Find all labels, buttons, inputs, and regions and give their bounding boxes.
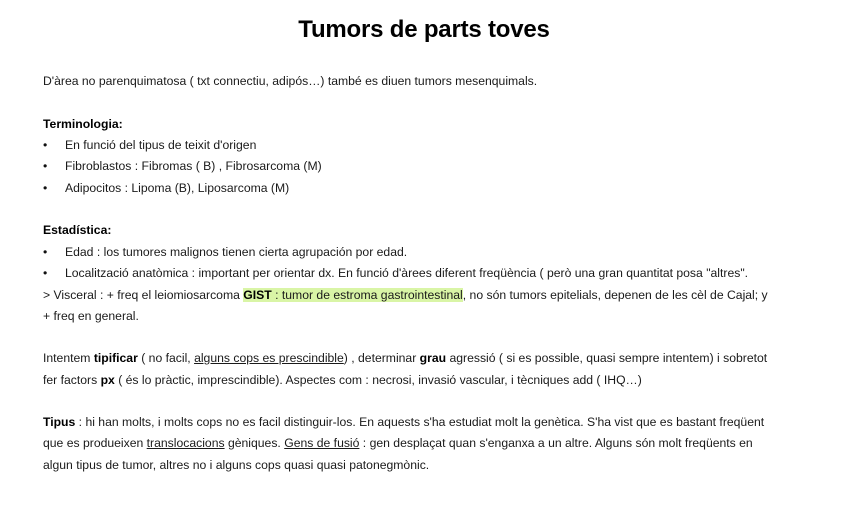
statistics-item: Edad : los tumores malignos tienen cierta agrupación por edad. [65,245,408,259]
terminology-item: En funció del tipus de teixit d'origen [65,138,257,152]
gist-description: : tumor de estroma gastrointestinal [271,288,463,302]
tipificar-line-2 [43,372,642,388]
visceral-suffix: , no són tumors epitelials, depenen de les cèl de Cajal; y [462,288,768,302]
visceral-line [43,287,768,303]
tipus-term: Tipus [43,415,76,429]
text-run: gèniques. [224,436,285,450]
bullet-icon: • [43,181,48,195]
gist-term: GIST [243,288,272,302]
gist-highlight [243,288,462,302]
visceral-prefix: > Visceral : + freq el leiomiosarcoma [43,288,244,302]
text-run: : hi han molts, i molts cops no es facil distinguir-los. En aquests s'ha estudiat molt la genètica. S'ha vist que es bastant freqüent [75,415,765,429]
translocacions-term: translocacions [146,436,225,450]
page-title: Tumors de parts toves [298,16,550,43]
bullet-icon: • [43,266,48,280]
statistics-heading: Estadística: [43,223,112,237]
terminology-item: Fibroblastos : Fibromas ( B) , Fibrosarcoma (M) [65,159,322,173]
bullet-icon: • [43,159,48,173]
text-run: : gen desplaçat quan s'enganxa a un altre. Alguns són molt freqüents en [359,436,753,450]
tipificar-line-1 [43,350,767,366]
underlined-note: alguns cops es prescindible [194,351,344,365]
terminology-item: Adipocitos : Lipoma (B), Liposarcoma (M) [65,181,290,195]
text-run: agressió ( si es possible, quasi sempre intentem) i sobretot [446,351,768,365]
tipus-line-3: algun tipus de tumor, altres no i alguns cops quasi quasi patonegmònic. [43,458,430,472]
terminology-heading: Terminologia: [43,117,123,131]
tipificar-term: tipificar [93,351,138,365]
visceral-line-2: + freq en general. [43,309,139,323]
tipus-line-2 [43,435,753,451]
bullet-icon: • [43,245,48,259]
text-run: que es produeixen [43,436,147,450]
text-run: ( no facil, [137,351,195,365]
grau-term: grau [419,351,447,365]
px-term: px [100,373,115,387]
tipus-line-1 [43,414,764,430]
bullet-icon: • [43,138,48,152]
gens-fusio-term: Gens de fusió [284,436,360,450]
intro-text: D'àrea no parenquimatosa ( txt connectiu, adipós…) també es diuen tumors mesenquimals. [43,74,538,88]
text-run: ) , determinar [343,351,420,365]
statistics-item: Localització anatòmica : important per orientar dx. En funció d'àrees diferent freqüència ( però una gran quantitat posa "altres". [65,266,749,280]
text-run: ( és lo pràctic, imprescindible). Aspectes com : necrosi, invasió vascular, i tècniques add ( IHQ…) [114,373,642,387]
text-run: Intentem [43,351,94,365]
text-run: fer factors [43,373,101,387]
